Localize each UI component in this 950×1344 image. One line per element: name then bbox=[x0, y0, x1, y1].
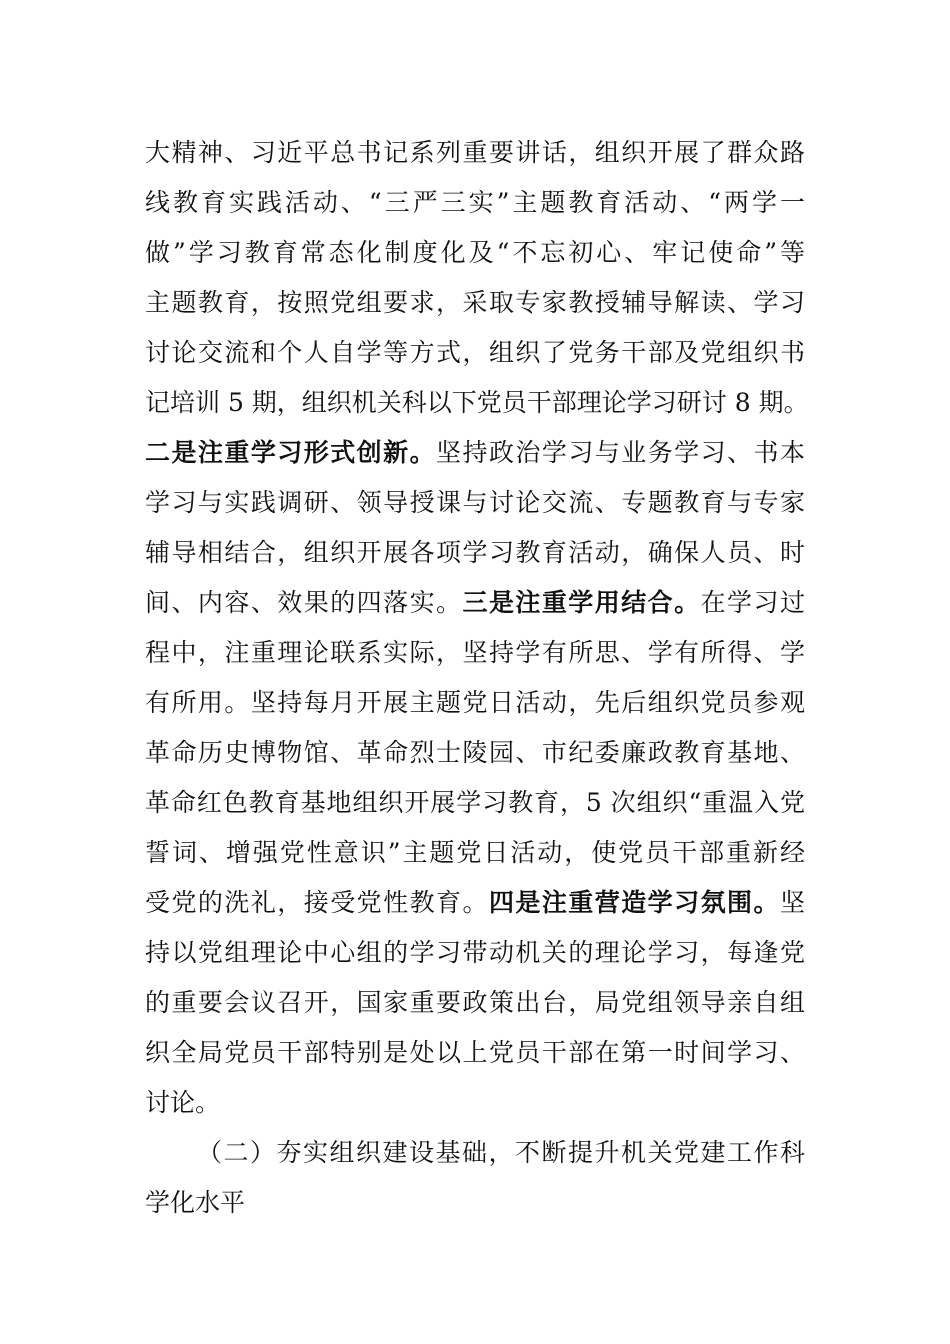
body-text: 程中，注重理论联系实际，坚持学有所思、学有所得、学 bbox=[145, 638, 805, 667]
text-line bbox=[145, 678, 805, 728]
document-body bbox=[145, 128, 809, 1228]
text-line bbox=[145, 378, 809, 428]
body-text: 有所用。坚持每月开展主题党日活动，先后组织党员参观 bbox=[145, 688, 805, 717]
body-text: 誓词、增强党性意识”主题党日活动，使党员干部重新经 bbox=[145, 838, 805, 867]
text-line bbox=[145, 628, 805, 678]
body-text: （二）夯实组织建设基础，不断提升机关党建工作科 bbox=[197, 1138, 805, 1167]
bold-heading-text: 三是注重学用结合。 bbox=[462, 588, 701, 617]
body-text: 辅导相结合，组织开展各项学习教育活动，确保人员、时 bbox=[145, 538, 805, 567]
text-line bbox=[145, 528, 805, 578]
text-line bbox=[145, 428, 805, 478]
text-line bbox=[145, 278, 805, 328]
body-text: 讨论。 bbox=[145, 1088, 221, 1117]
bold-heading-text: 四是注重营造学习氛围。 bbox=[488, 888, 780, 917]
body-text: 学化水平 bbox=[145, 1188, 246, 1217]
text-line bbox=[145, 578, 805, 628]
body-text: 讨论交流和个人自学等方式，组织了党务干部及党组织书 bbox=[145, 338, 805, 367]
body-text: 织全局党员干部特别是处以上党员干部在第一时间学习、 bbox=[145, 1038, 805, 1067]
text-line bbox=[145, 728, 805, 778]
text-line bbox=[145, 228, 805, 278]
text-line bbox=[145, 778, 805, 828]
text-line bbox=[145, 828, 805, 878]
text-line bbox=[145, 928, 805, 978]
text-line bbox=[145, 128, 805, 178]
body-text: 受党的洗礼，接受党性教育。 bbox=[145, 888, 489, 917]
body-text: 的重要会议召开，国家重要政策出台，局党组领导亲自组 bbox=[145, 988, 805, 1017]
body-text: 坚 bbox=[779, 888, 805, 917]
text-line bbox=[145, 1078, 805, 1128]
body-text: 大精神、习近平总书记系列重要讲话，组织开展了群众路 bbox=[145, 138, 805, 167]
text-line bbox=[145, 178, 805, 228]
body-text: 坚持政治学习与业务学习、书本 bbox=[436, 438, 805, 467]
body-text: 革命红色教育基地组织开展学习教育，5 次组织“重温入党 bbox=[145, 788, 805, 817]
text-line bbox=[145, 328, 805, 378]
body-text: 革命历史博物馆、革命烈士陵园、市纪委廉政教育基地、 bbox=[145, 738, 805, 767]
text-line bbox=[145, 878, 805, 928]
text-line bbox=[145, 1028, 805, 1078]
body-text: 做”学习教育常态化制度化及“不忘初心、牢记使命”等 bbox=[145, 238, 805, 267]
text-line bbox=[145, 478, 805, 528]
text-line bbox=[145, 1178, 805, 1228]
body-text: 主题教育，按照党组要求，采取专家教授辅导解读、学习 bbox=[145, 288, 805, 317]
body-text: 学习与实践调研、领导授课与讨论交流、专题教育与专家 bbox=[145, 488, 805, 517]
body-text: 线教育实践活动、“三严三实”主题教育活动、“两学一 bbox=[145, 188, 805, 217]
body-text: 持以党组理论中心组的学习带动机关的理论学习，每逢党 bbox=[145, 938, 805, 967]
bold-heading-text: 二是注重学习形式创新。 bbox=[145, 438, 437, 467]
body-text: 间、内容、效果的四落实。 bbox=[145, 588, 463, 617]
body-text: 在学习过 bbox=[700, 588, 805, 617]
body-text: 记培训 5 期，组织机关科以下党员干部理论学习研讨 8 期。 bbox=[145, 388, 809, 417]
text-line bbox=[145, 1128, 805, 1178]
text-line bbox=[145, 978, 805, 1028]
